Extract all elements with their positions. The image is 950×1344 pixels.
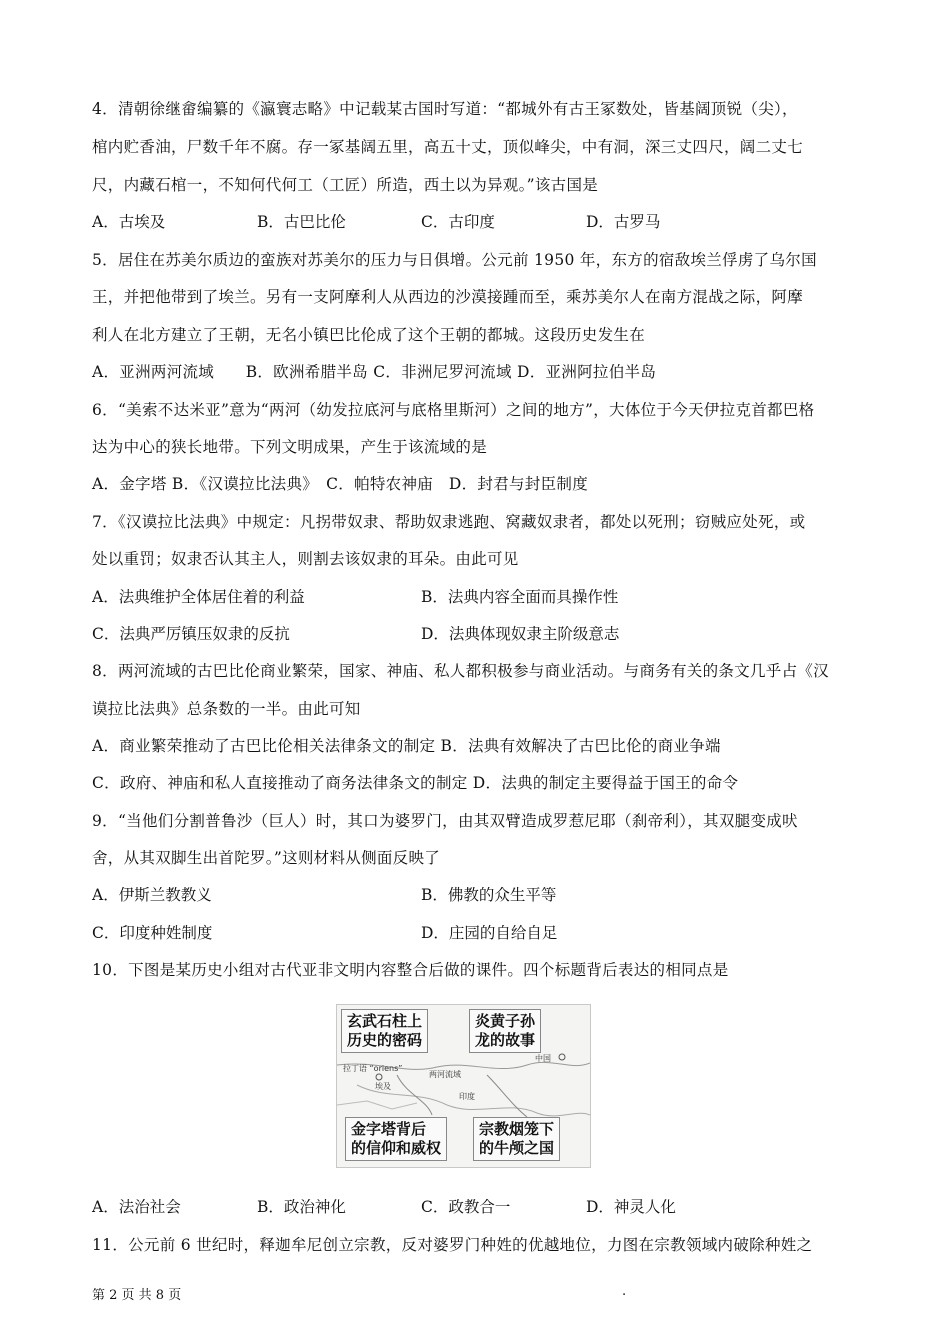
q10-option-a: A．法治社会 [92, 1198, 181, 1216]
q7-option-d: D．法典体现奴隶主阶级意志 [421, 625, 620, 643]
q7-option-b: B．法典内容全面而具操作性 [421, 588, 619, 606]
map-label-mesopotamia: 两河流域 [429, 1070, 461, 1079]
map-label-china: 中国 [535, 1054, 551, 1063]
q5-line-2: 王，并把他带到了埃兰。另有一支阿摩利人从西边的沙漠接踵而至，乘苏美尔人在南方混战之际，阿摩 [92, 288, 804, 306]
q9-option-b: B．佛教的众生平等 [421, 886, 557, 904]
q11-line: 11．公元前 6 世纪时，释迦牟尼创立宗教，反对婆罗门种姓的优越地位，力图在宗教领域内破除种姓之 [92, 1236, 813, 1254]
q4-line-3: 尺，内藏石棺一，不知何代何工（工匠）所造，西土以为异观。”该古国是 [92, 176, 599, 194]
q6-line-2: 达为中心的狭长地带。下列文明成果，产生于该流域的是 [92, 438, 488, 456]
q10-line: 10．下图是某历史小组对古代亚非文明内容整合后做的课件。四个标题背后表达的相同点是 [92, 961, 729, 979]
q7-line-2: 处以重罚；奴隶否认其主人，则割去该奴隶的耳朵。由此可见 [92, 550, 519, 568]
q10-option-d: D．神灵人化 [586, 1198, 676, 1216]
q9-option-c: C．印度种姓制度 [92, 924, 213, 942]
q4-line-1: 4．清朝徐继畲编纂的《瀛寰志略》中记载某古国时写道：“都城外有古王冢数处，皆基阔顶锐（尖）， [92, 100, 798, 118]
map-label-egypt: 埃及 [375, 1082, 391, 1091]
q5-line-1: 5．居住在苏美尔质边的蛮族对苏美尔的压力与日俱增。公元前 1950 年，东方的宿敌埃兰俘虏了乌尔国 [92, 251, 817, 269]
q7-option-c: C．法典严厉镇压奴隶的反抗 [92, 625, 290, 643]
footer-dot: . [622, 1284, 627, 1299]
q9-line-1: 9．“当他们分割普鲁沙（巨人）时，其口为婆罗门，由其双臂造成罗惹尼耶（刹帝利），其双腿变成吠 [92, 812, 798, 830]
q6-line-1: 6．“美索不达米亚”意为“两河（幼发拉底河与底格里斯河）之间的地方”，大体位于今天伊拉克首都巴格 [92, 401, 815, 419]
figure-title-3: 金字塔背后 的信仰和威权 [345, 1117, 447, 1161]
q10-option-c: C．政教合一 [421, 1198, 511, 1216]
q8-line-2: 谟拉比法典》总条数的一半。由此可知 [92, 700, 361, 718]
map-label-india: 印度 [459, 1092, 475, 1101]
q7-option-a: A．法典维护全体居住着的利益 [92, 588, 305, 606]
page-number: 第 2 页 共 8 页 [92, 1288, 182, 1303]
courseware-figure [336, 1004, 591, 1168]
q4-option-a: A．古埃及 [92, 213, 166, 231]
q5-options: A．亚洲两河流域 B．欧洲希腊半岛 C．非洲尼罗河流域 D．亚洲阿拉伯半岛 [92, 363, 657, 381]
q8-line-1: 8．两河流域的古巴比伦商业繁荣，国家、神庙、私人都积极参与商业活动。与商务有关的条文几乎占《汉 [92, 662, 829, 680]
q4-line-2: 棺内贮香油，尸数千年不腐。存一冢基阔五里，高五十丈，顶似峰尖，中有洞，深三丈四尺，阔二丈七 [92, 138, 804, 156]
q9-line-2: 舍，从其双脚生出首陀罗。”这则材料从侧面反映了 [92, 849, 441, 867]
q4-option-c: C．古印度 [421, 213, 495, 231]
q4-option-b: B．古巴比伦 [257, 213, 346, 231]
q8-options-line-1: A．商业繁荣推动了古巴比伦相关法律条文的制定 B．法典有效解决了古巴比伦的商业争端 [92, 737, 721, 755]
q7-line-1: 7．《汉谟拉比法典》中规定：凡拐带奴隶、帮助奴隶逃跑、窝藏奴隶者，都处以死刑；窃贼应处死，或 [92, 513, 806, 531]
q6-options: A．金字塔 B．《汉谟拉比法典》 C．帕特农神庙 D．封君与封臣制度 [92, 475, 588, 493]
q8-options-line-2: C．政府、神庙和私人直接推动了商务法律条文的制定 D．法典的制定主要得益于国王的命令 [92, 774, 739, 792]
q4-option-d: D．古罗马 [586, 213, 661, 231]
map-label-latin: 拉丁语 “oriens” [343, 1064, 403, 1073]
q9-option-a: A．伊斯兰教教义 [92, 886, 212, 904]
q5-line-3: 利人在北方建立了王朝，无名小镇巴比伦成了这个王朝的都城。这段历史发生在 [92, 326, 646, 344]
figure-title-2: 炎黄子孙 龙的故事 [469, 1009, 541, 1053]
q10-option-b: B．政治神化 [257, 1198, 346, 1216]
q9-option-d: D．庄园的自给自足 [421, 924, 558, 942]
figure-title-1: 玄武石柱上 历史的密码 [341, 1009, 428, 1053]
figure-title-4: 宗教烟笼下 的牛颅之国 [473, 1117, 560, 1161]
